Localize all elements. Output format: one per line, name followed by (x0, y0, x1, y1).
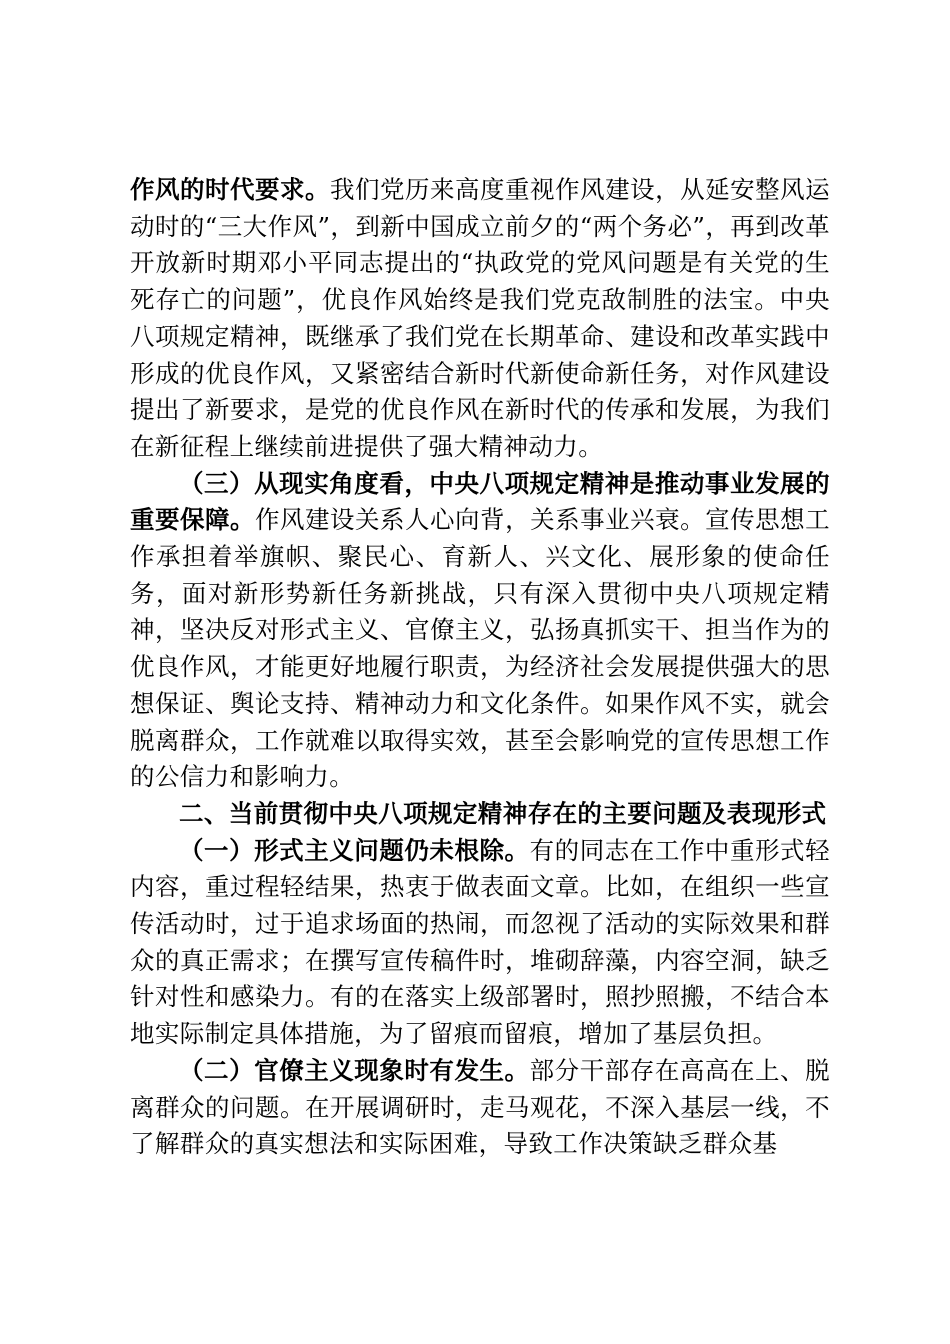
paragraph-text: 作风建设关系人心向背，关系事业兴衰。宣传思想工作承担着举旗帜、聚民心、育新人、兴文化、展形象的使命任务，面对新形势新任务新挑战，只有深入贯彻中央八项规定精神，坚决反对形式主义、官僚主义，弘扬真抓实干、担当作为的优良作风，才能更好地履行职责，为经济社会发展提供强大的思想保证、舆论支持、精神动力和文化条件。如果作风不实，就会脱离群众，工作就难以取得实效，甚至会影响党的宣传思想工作的公信力和影响力。 (130, 505, 831, 792)
paragraph-party-style-tradition (130, 172, 830, 466)
paragraph-text: 我们党历来高度重视作风建设，从延安整风运动时的“三大作风”，到新中国成立前夕的“两个务必”，再到改革开放新时期邓小平同志提出的“执政党的党风问题是有关党的生死存亡的问题”，优良作风始终是我们党克敌制胜的法宝。中央八项规定精神，既继承了我们党在长期革命、建设和改革实践中形成的优良作风，又紧密结合新时代新使命新任务，对作风建设提出了新要求，是党的优良作风在新时代的传承和发展，为我们在新征程上继续前进提供了强大精神动力。 (130, 175, 830, 461)
paragraph-lead: （一）形式主义问题仍未根除。 (179, 835, 530, 865)
paragraph-text: 部分干部存在高高在上、脱离群众的问题。在开展调研时，走马观花，不深入基层一线，不了解群众的真实想法和实际困难，导致工作决策缺乏群众基 (130, 1055, 830, 1159)
paragraph-lead: （三）从现实角度看，中央八项规定精神是推动事业发展的重要保障。 (130, 468, 830, 535)
paragraph-lead: （二）官僚主义现象时有发生。 (179, 1055, 530, 1085)
section-heading-main-problems: 二、当前贯彻中央八项规定精神存在的主要问题及表现形式 (179, 798, 827, 828)
paragraph-bureaucratism (130, 1053, 830, 1163)
paragraph-text: 有的同志在工作中重形式轻内容，重过程轻结果，热衷于做表面文章。比如，在组织一些宣传活动时，过于追求场面的热闹，而忽视了活动的实际效果和群众的真正需求；在撰写宣传稿件时，堆砌辞藻，内容空洞，缺乏针对性和感染力。有的在落实上级部署时，照抄照搬，不结合本地实际制定具体措施，为了留痕而留痕，增加了基层负担。 (130, 835, 830, 1049)
paragraph-lead: 作风的时代要求。 (130, 175, 331, 204)
document-body (130, 172, 830, 1163)
paragraph-reality-perspective (130, 466, 830, 796)
paragraph-formalism (130, 833, 830, 1053)
